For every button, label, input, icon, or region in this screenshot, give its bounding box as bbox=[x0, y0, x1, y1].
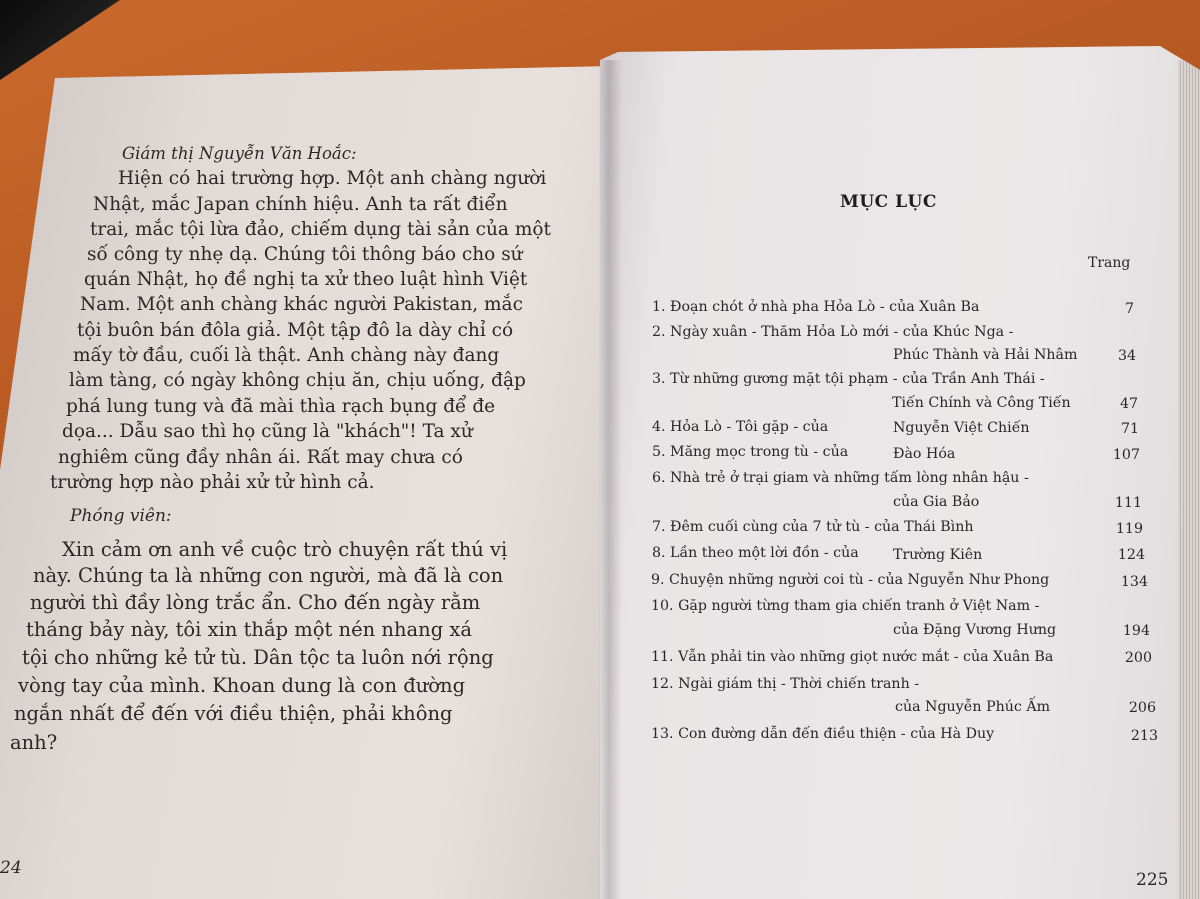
text-line: Hiện có hai trường hợp. Một anh chàng người bbox=[118, 168, 547, 189]
toc-entry-title: 3. Từ những gương mặt tội phạm - của Trần Anh Thái - bbox=[652, 371, 1045, 387]
toc-entry-title: 13. Con đường dẫn đến điều thiện - của Hà Duy bbox=[651, 726, 995, 742]
toc-entry-page: 7 bbox=[1124, 301, 1134, 317]
toc-entry-title: 4. Hỏa Lò - Tôi gặp - của bbox=[652, 419, 829, 435]
toc-entry-page: 124 bbox=[1117, 547, 1145, 563]
toc-entry-subtitle: của Gia Bảo bbox=[893, 494, 980, 510]
text-line: này. Chúng ta là những con người, mà đã là con bbox=[33, 564, 504, 587]
toc-entry-subtitle: của Đặng Vương Hưng bbox=[893, 622, 1057, 638]
page-column-header: Trang bbox=[1088, 255, 1131, 271]
toc-entry-title: 12. Ngài giám thị - Thời chiến tranh - bbox=[651, 676, 920, 692]
text-line: nghiêm cũng đầy nhân ái. Rất may chưa có bbox=[58, 447, 463, 468]
toc-entry-title: 10. Gặp người từng tham gia chiến tranh ở Việt Nam - bbox=[651, 598, 1040, 614]
toc-entry-page: 34 bbox=[1117, 348, 1136, 364]
toc-entry-page: 111 bbox=[1114, 495, 1142, 511]
toc-entry-subtitle: của Nguyễn Phúc Ấm bbox=[895, 699, 1051, 715]
text-line: Xin cảm ơn anh về cuộc trò chuyện rất thú vị bbox=[62, 538, 508, 561]
page-title: MỤC LỤC bbox=[840, 192, 937, 212]
toc-entry-title: 6. Nhà trẻ ở trại giam và những tấm lòng nhân hậu - bbox=[652, 470, 1029, 486]
toc-entry-page: 71 bbox=[1120, 421, 1139, 437]
toc-entry-subtitle: Trường Kiên bbox=[893, 547, 983, 563]
text-line: mấy tờ đầu, cuối là thật. Anh chàng này đang bbox=[73, 345, 500, 366]
toc-entry-page: 213 bbox=[1130, 728, 1158, 744]
toc-entry-title: 11. Vẫn phải tin vào những giọt nước mắt - của Xuân Ba bbox=[651, 649, 1054, 665]
text-line: vòng tay của mình. Khoan dung là con đường bbox=[18, 674, 466, 697]
toc-entry-page: 119 bbox=[1115, 521, 1143, 537]
toc-entry-page: 194 bbox=[1122, 623, 1150, 639]
text-line: quán Nhật, họ đề nghị ta xử theo luật hình Việt bbox=[84, 269, 528, 290]
text-line: tháng bảy này, tôi xin thắp một nén nhang xá bbox=[26, 618, 473, 641]
text-line: làm tàng, có ngày không chịu ăn, chịu uống, đập bbox=[69, 370, 526, 391]
text-line: anh? bbox=[10, 731, 58, 754]
text-line: số công ty nhẹ dạ. Chúng tôi thông báo cho sứ bbox=[87, 244, 523, 265]
page-number: 225 bbox=[1136, 870, 1169, 890]
toc-entry-title: 7. Đêm cuối cùng của 7 tử tù - của Thái Bình bbox=[652, 519, 974, 535]
toc-entry-page: 47 bbox=[1119, 396, 1138, 412]
text-line: dọa... Dẫu sao thì họ cũng là "khách"! Ta xử bbox=[62, 421, 473, 442]
toc-entry-page: 107 bbox=[1112, 447, 1140, 463]
text-line: tội cho những kẻ tử tù. Dân tộc ta luôn nới rộng bbox=[22, 646, 494, 669]
toc-entry-title: 1. Đoạn chót ở nhà pha Hỏa Lò - của Xuân Ba bbox=[652, 299, 980, 315]
toc-entry-title: 5. Măng mọc trong tù - của bbox=[652, 444, 849, 460]
text-line: ngắn nhất để đến với điều thiện, phải không bbox=[14, 702, 453, 725]
text-line: Nhật, mắc Japan chính hiệu. Anh ta rất điển bbox=[93, 194, 508, 215]
toc-entry-page: 134 bbox=[1120, 574, 1148, 590]
toc-entry-subtitle: Nguyễn Việt Chiến bbox=[893, 420, 1030, 436]
text-line: tội buôn bán đôla giả. Một tập đô la dày chỉ có bbox=[77, 320, 514, 341]
toc-entry-title: 2. Ngày xuân - Thăm Hỏa Lò mới - của Khúc Nga - bbox=[652, 324, 1014, 340]
toc-entry-title: 8. Lần theo một lời đồn - của bbox=[652, 545, 859, 561]
text-line: trường hợp nào phải xử tử hình cả. bbox=[50, 472, 375, 493]
toc-entry-page: 200 bbox=[1124, 650, 1152, 666]
book-gutter bbox=[598, 60, 622, 899]
page-number: 24 bbox=[0, 858, 22, 878]
toc-entry-subtitle: Đào Hóa bbox=[893, 446, 956, 462]
speaker-label: Giám thị Nguyễn Văn Hoắc: bbox=[122, 144, 357, 163]
toc-entry-subtitle: Tiến Chính và Công Tiến bbox=[892, 395, 1071, 411]
text-line: Nam. Một anh chàng khác người Pakistan, mắc bbox=[80, 294, 523, 315]
text-line: phá lung tung và đã mài thìa rạch bụng để đe bbox=[66, 396, 496, 417]
speaker-label: Phóng viên: bbox=[70, 506, 172, 526]
text-line: người thì đầy lòng trắc ẩn. Cho đến ngày rằm bbox=[30, 591, 481, 614]
toc-entry-title: 9. Chuyện những người coi tù - của Nguyễn Như Phong bbox=[651, 572, 1050, 588]
page-edges bbox=[1178, 60, 1200, 899]
toc-entry-page: 206 bbox=[1128, 700, 1156, 716]
toc-entry-subtitle: Phúc Thành và Hải Nhâm bbox=[893, 347, 1078, 363]
text-line: trai, mắc tội lừa đảo, chiếm dụng tài sản của một bbox=[90, 219, 551, 240]
